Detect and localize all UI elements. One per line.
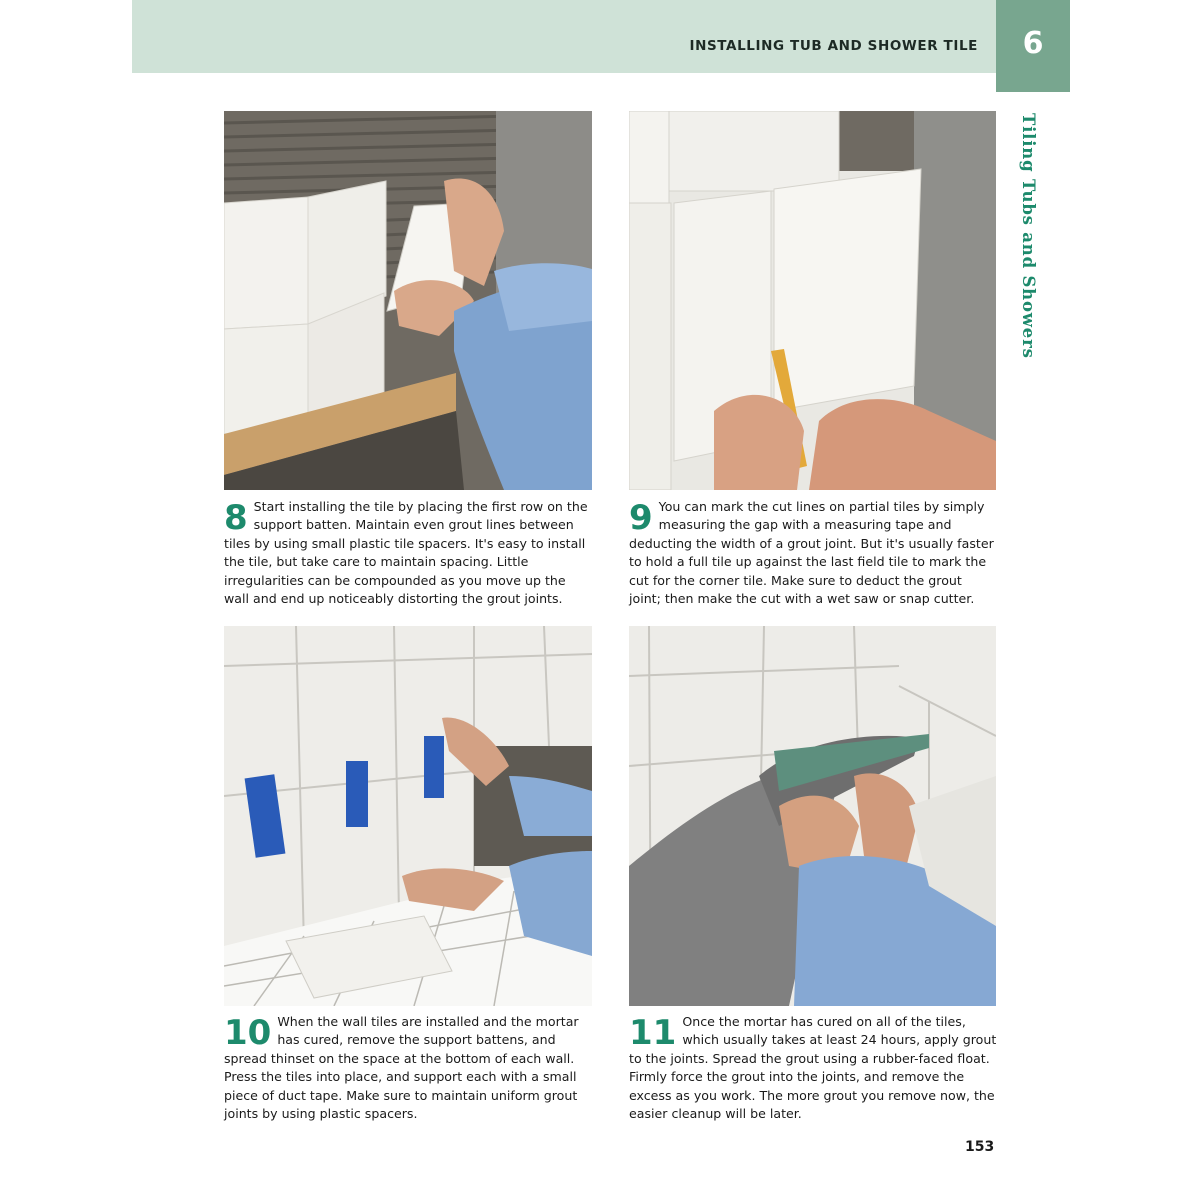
step-9 [629, 498, 997, 608]
photo-step-10 [224, 626, 592, 1006]
step-9-number: 9 [629, 498, 653, 538]
step-9-text: You can mark the cut lines on partial tiles by simply measuring the gap with a measuring tape and deducting the width of a grout joint. But it's usually faster to hold a full tile up against the last field tile to mark the cut for the corner tile. Make sure to deduct the grout joint; then make the cut with a wet saw or snap cutter. [629, 499, 994, 607]
step-10 [224, 1013, 594, 1123]
chapter-number: 6 [1022, 26, 1044, 61]
photo-step-11 [629, 626, 996, 1006]
chapter-tab [996, 0, 1070, 92]
step-11 [629, 1013, 997, 1123]
step-8-text: Start installing the tile by placing the first row on the support batten. Maintain even grout lines between tiles by using small plastic tile spacers. It's easy to install the tile, but take care to maintain spacing. Little irregularities can be compounded as you move up the wall and end up noticeably distorting the grout joints. [224, 499, 588, 607]
step-10-number: 10 [224, 1013, 272, 1053]
section-title: INSTALLING TUB AND SHOWER TILE [689, 38, 978, 54]
photo-step-8 [224, 111, 592, 490]
header-band [132, 0, 996, 73]
chapter-title-vertical: Tiling Tubs and Showers [1019, 113, 1038, 359]
step-8 [224, 498, 594, 608]
page-number: 153 [965, 1139, 995, 1155]
step-10-text: When the wall tiles are installed and the mortar has cured, remove the support battens, and spread thinset on the space at the bottom of each wall. Press the tiles into place, and support each with a small piece of duct tape. Make sure to maintain uniform grout joints by using plastic spacers. [224, 1014, 579, 1122]
step-8-number: 8 [224, 498, 248, 538]
step-11-number: 11 [629, 1013, 677, 1053]
step-11-text: Once the mortar has cured on all of the tiles, which usually takes at least 24 hours, apply grout to the joints. Spread the grout using a rubber-faced float. Firmly force the grout into the joints, and remove the excess as you work. The more grout you remove now, the easier cleanup will be later. [629, 1014, 997, 1122]
photo-step-9 [629, 111, 996, 490]
